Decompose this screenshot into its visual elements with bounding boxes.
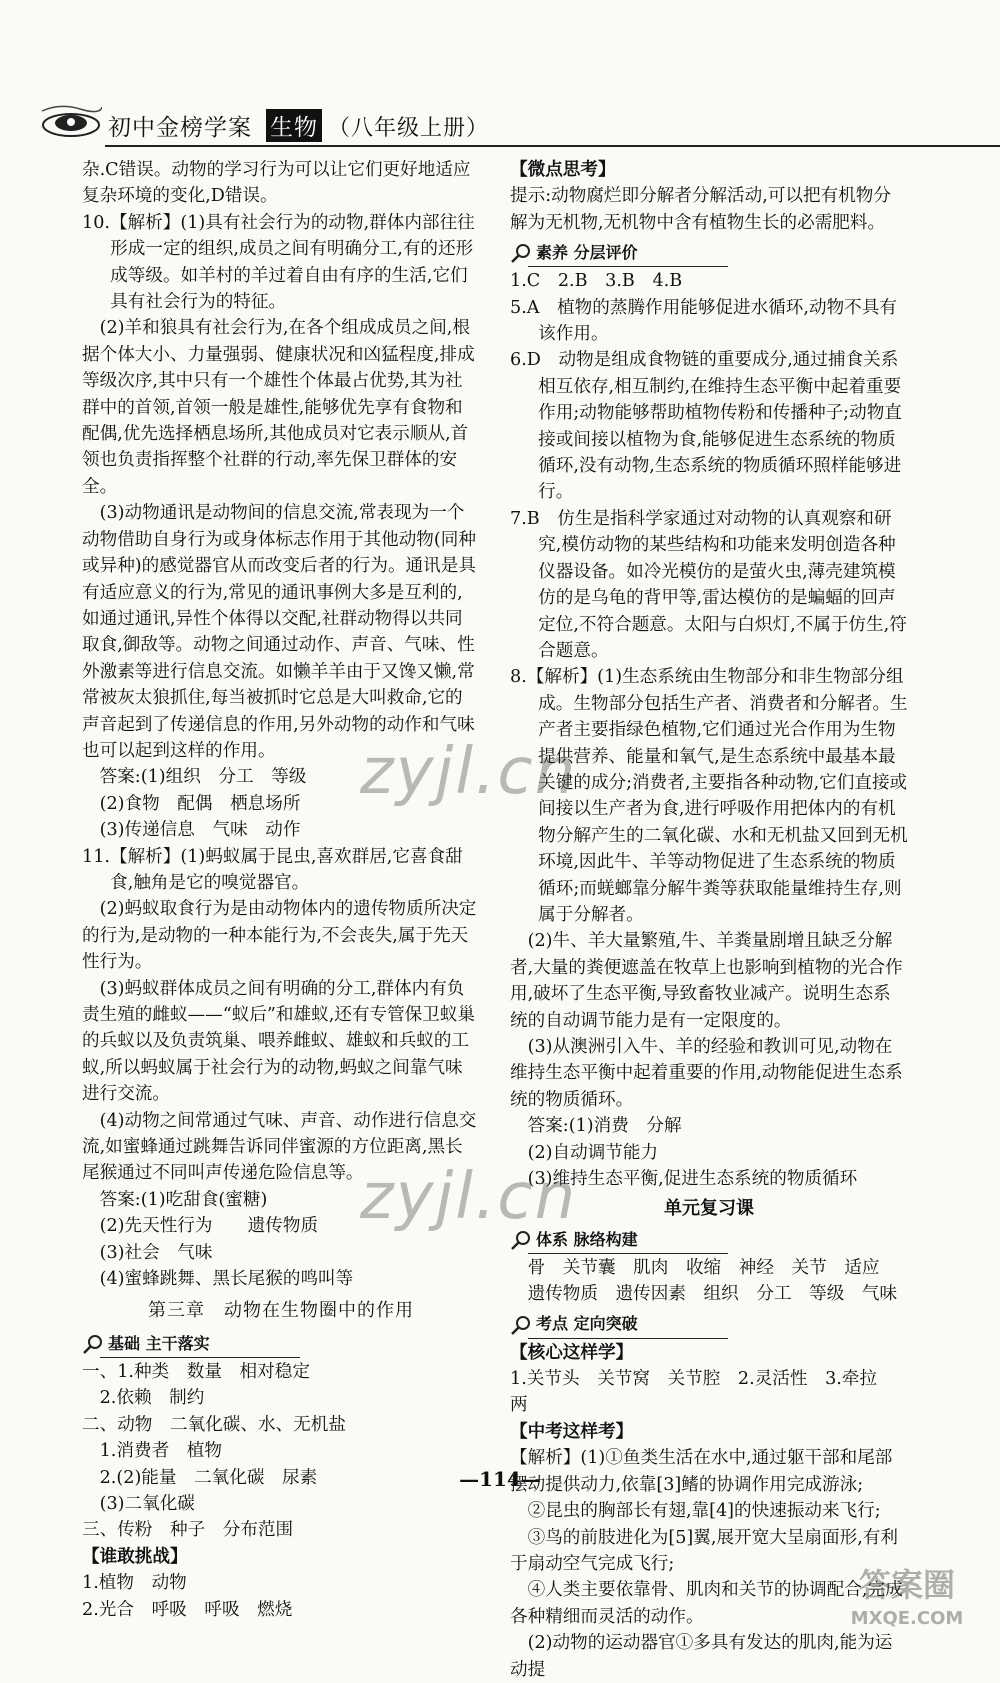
corner-logo-url: MXQE.COM [850, 1608, 964, 1629]
page-header [0, 95, 1000, 150]
section-heading [510, 240, 908, 266]
text-line: (4)蜜蜂跳舞、黑长尾猴的鸣叫等 [99, 1269, 354, 1290]
text-line: 杂.C错误。动物的学习行为可以让它们更好地适应复杂环境的变化,D错误。 [82, 160, 471, 207]
text-line: 2.光合 呼吸 呼吸 燃烧 [82, 1599, 293, 1620]
watermark: zyjl.cn [360, 1160, 578, 1234]
left-column [82, 157, 480, 1623]
section-heading [510, 1312, 908, 1338]
text-line: 骨 关节囊 肌肉 收缩 神经 关节 适应 [527, 1257, 880, 1278]
section-underline [100, 1357, 300, 1358]
magnifier-icon [510, 242, 532, 264]
text-line: 1.C 2.B 3.B 4.B [510, 271, 683, 292]
corner-logo-text: 答案圈 [858, 1566, 956, 1604]
text-line: (3)动物通讯是动物间的信息交流,常表现为一个动物借助自身行为或身体标志作用于其他动物(同种或异种)的感觉器官从而改变后者的行为。通讯是具有适应意义的行为,常见的通讯事例大多是互利的,如通过通讯,异性个体得以交配,社群动物得以共同取食,御敌等。动物之间通过动作、声音、气味、性外激素等进行信息交流。如懒羊羊由于又馋又懒,常常被灰太狼抓住,每当被抓时它总是大叫救命,它的声音起到了传递信息的作用,另外动物的动作和气味也可以起到这样的作用。 [82, 503, 476, 761]
text-line: (3)维持生态平衡,促进生态系统的物质循环 [527, 1169, 858, 1190]
text-line: 1.植物 动物 [82, 1573, 187, 1594]
header-title [108, 109, 489, 142]
corner-logo [832, 1558, 982, 1633]
text-line: 遗传物质 遗传因素 组织 分工 等级 气味 [527, 1284, 898, 1305]
text-line: (4)动物之间常通过气味、声音、动作进行信息交流,如蜜蜂通过跳舞告诉同伴蜜源的方位距离,黑长尾猴通过不同叫声传递危险信息等。 [82, 1110, 477, 1184]
chapter-title: 第三章 动物在生物圈中的作用 [148, 1300, 414, 1322]
book-logo-icon [40, 103, 102, 139]
text-line: 一、1.种类 数量 相对稳定 [82, 1361, 310, 1382]
text-line: 答案:(1)组织 分工 等级 [99, 767, 307, 788]
text-line: (2)牛、羊大量繁殖,牛、羊粪量剧增且缺乏分解者,大量的粪便遮盖在牧草上也影响到植物的光合作用,破坏了生态平衡,导致畜牧业减产。说明生态系统的自动调节能力是有一定限度的。 [510, 931, 903, 1031]
text-line: (2)动物的运动器官①多具有发达的肌肉,能为运动提 [510, 1633, 893, 1680]
section-heading [82, 1331, 480, 1357]
text-line: (3)传递信息 气味 动作 [99, 820, 301, 841]
text-line: 三、传粉 种子 分布范围 [82, 1520, 294, 1541]
unit-title: 单元复习课 [664, 1198, 754, 1220]
text-line: 7.B 仿生是指科学家通过对动物的认真观察和研究,模仿动物的某些结构和功能来发明创造各种仪器设备。如冷光模仿的是萤火虫,薄壳建筑模仿的是乌龟的背甲等,雷达模仿的是蝙蝠的回声定位,不符合题意。太阳与白炽灯,不属于仿生,符合题意。 [510, 508, 907, 661]
text-line: (3)社会 气味 [99, 1242, 213, 1263]
text-line: (3)蚂蚁群体成员之间有明确的分工,群体内有负责生殖的雌蚁——“蚁后”和雄蚁,还有专管保卫蚁巢的兵蚁以及负责筑巢、喂养雌蚁、雄蚁和兵蚁的工蚁,所以蚂蚁属于社会行为的动物,蚂蚁之间靠气味进行交流。 [82, 978, 476, 1105]
bracket-label: 【谁敢挑战】 [82, 1545, 188, 1567]
text-line: (2)羊和狼具有社会行为,在各个组成成员之间,根据个体大小、力量强弱、健康状况和凶猛程度,排成等级次序,其中只有一个雄性个体最占优势,其为社群中的首领,首领一般是雄性,能够优先享有食物和配偶,优先选择栖息场所,其他成员对它表示顺从,首领也负责指挥整个社群的行动,率先保卫群体的安全。 [82, 318, 475, 497]
subject-badge: 生物 [266, 109, 322, 142]
watermark: zyjl.cn [360, 735, 578, 809]
text-line: 1.关节头 关节窝 关节腔 2.灵活性 3.牵拉 两 [510, 1369, 895, 1416]
text-line: 6.D 动物是组成食物链的重要成分,通过捕食关系相互依存,相互制约,在维持生态平衡中起着重要作用;动物能够帮助植物传粉和传播种子;动物直接或间接以植物为食,能够促进生态系统的物质循环,没有动物,生态系统的物质循环照样能够进行。 [510, 350, 902, 503]
header-rule [105, 145, 1000, 147]
book-title: 初中金榜学案 [108, 115, 252, 141]
text-line: 1.消费者 植物 [99, 1441, 222, 1462]
section-heading-label: 体系 脉络构建 [536, 1229, 638, 1249]
text-line: 11.【解析】(1)蚂蚁属于昆虫,喜欢群居,它喜食甜食,触角是它的嗅觉器官。 [82, 846, 463, 893]
text-line: (3)二氧化碳 [99, 1493, 195, 1514]
text-line: 二、动物 二氧化碳、水、无机盐 [82, 1414, 346, 1435]
text-line: ③鸟的前肢进化为[5]翼,展开宽大呈扇面形,有利于扇动空气完成飞行; [510, 1527, 898, 1574]
text-line: (2)自动调节能力 [527, 1142, 659, 1163]
text-line: 提示:动物腐烂即分解者分解活动,可以把有机物分解为无机物,无机物中含有植物生长的必需肥料。 [510, 186, 891, 233]
section-underline [528, 1253, 728, 1254]
section-heading-label: 基础 主干落实 [108, 1333, 210, 1353]
text-line: 答案:(1)消费 分解 [527, 1116, 682, 1137]
grade-label: （八年级上册） [328, 116, 490, 141]
magnifier-icon [510, 1314, 532, 1336]
text-line: ④人类主要依靠骨、肌肉和关节的协调配合,完成各种精细而灵活的动作。 [510, 1580, 903, 1627]
text-line: 8.【解析】(1)生态系统由生物部分和非生物部分组成。生物部分包括生产者、消费者和分解者。生产者主要指绿色植物,它们通过光合作用为生物提供营养、能量和氧气,是生态系统中最基本最关键的成分;消费者,主要指各种动物,它们直接或间接以生产者为食,进行呼吸作用把体内的有机物分解产生的二氧化碳、水和无机盐又回到无机环境,因此牛、羊等动物促进了生态系统的物质循环;而蜣螂靠分解牛粪等获取能量维持生存,则属于分解者。 [510, 667, 908, 925]
section-heading-label: 素养 分层评价 [536, 243, 638, 263]
text-line: (3)从澳洲引入牛、羊的经验和教训可见,动物在维持生态平衡中起着重要的作用,动物能促进生态系统的物质循环。 [510, 1037, 903, 1110]
text-line: 答案:(1)吃甜食(蜜糖) [99, 1189, 268, 1210]
text-line: ②昆虫的胸部长有翅,靠[4]的快速振动来飞行; [527, 1501, 881, 1522]
text-line: 10.【解析】(1)具有社会行为的动物,群体内部往往形成一定的组织,成员之间有明确分工,有的还形成等级。如羊村的羊过着自由有序的生活,它们具有社会行为的特征。 [82, 212, 475, 313]
bracket-label: 【核心这样学】 [510, 1341, 634, 1363]
section-underline [528, 266, 728, 267]
bracket-label: 【中考这样考】 [510, 1420, 634, 1442]
text-line: 5.A 植物的蒸腾作用能够促进水循环,动物不具有该作用。 [510, 297, 897, 345]
right-column [510, 157, 908, 1683]
text-line: (2)食物 配偶 栖息场所 [99, 793, 301, 814]
section-underline [528, 1338, 728, 1339]
text-line: 【解析】(1)①鱼类生活在水中,通过躯干部和尾部摆动提供动力,依靠[3]鳍的协调作用完成游泳; [510, 1448, 893, 1495]
page-number: —114— [459, 1467, 541, 1491]
text-line: (2)先天性行为 遗传物质 [99, 1216, 319, 1237]
text-line: 2.依赖 制约 [99, 1388, 205, 1409]
section-heading-label: 考点 定向突破 [536, 1314, 638, 1334]
text-line: 2.(2)能量 二氧化碳 尿素 [99, 1467, 318, 1488]
bracket-label: 【微点思考】 [510, 159, 616, 180]
text-line: (2)蚂蚁取食行为是由动物体内的遗传物质所决定的行为,是动物的一种本能行为,不会丧失,属于先天性行为。 [82, 899, 477, 973]
magnifier-icon [82, 1333, 104, 1355]
